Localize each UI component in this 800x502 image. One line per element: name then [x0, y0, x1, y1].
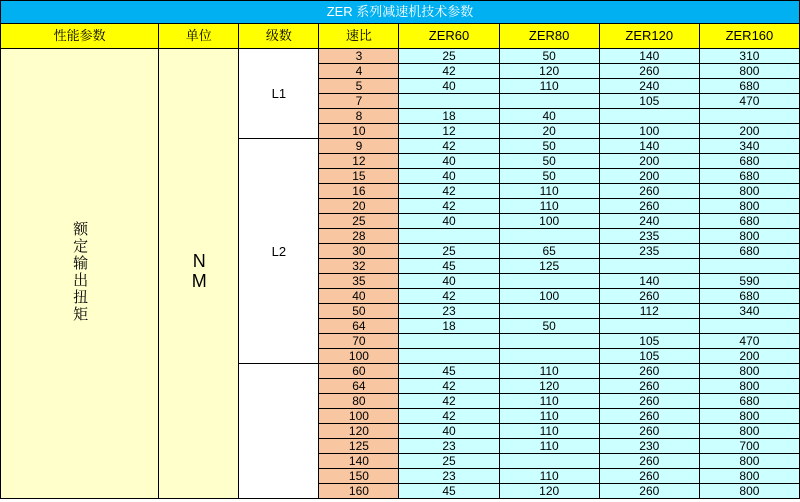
header-model-zer60: ZER60	[399, 24, 499, 49]
grade-cell: L1	[239, 49, 319, 139]
torque-cell-zer120: 260	[599, 409, 699, 424]
torque-cell-zer80: 125	[499, 259, 599, 274]
torque-cell-zer60: 42	[399, 64, 499, 79]
torque-cell-zer60: 42	[399, 199, 499, 214]
torque-cell-zer160: 590	[699, 274, 799, 289]
torque-cell-zer120: 140	[599, 49, 699, 64]
torque-cell-zer60: 25	[399, 454, 499, 469]
torque-cell-zer60: 40	[399, 169, 499, 184]
torque-cell-zer60: 23	[399, 439, 499, 454]
torque-cell-zer80: 120	[499, 64, 599, 79]
torque-cell-zer160: 680	[699, 394, 799, 409]
torque-cell-zer80: 120	[499, 379, 599, 394]
table-title: ZER 系列减速机技术参数	[1, 1, 800, 24]
torque-cell-zer160: 800	[699, 184, 799, 199]
ratio-cell: 60	[319, 364, 399, 379]
ratio-cell: 10	[319, 124, 399, 139]
torque-cell-zer80: 110	[499, 184, 599, 199]
ratio-cell: 100	[319, 349, 399, 364]
torque-cell-zer60: 42	[399, 394, 499, 409]
torque-cell-zer160: 800	[699, 229, 799, 244]
torque-cell-zer60: 18	[399, 319, 499, 334]
ratio-cell: 80	[319, 394, 399, 409]
torque-cell-zer60: 45	[399, 364, 499, 379]
torque-cell-zer120: 260	[599, 199, 699, 214]
ratio-cell: 9	[319, 139, 399, 154]
torque-cell-zer60	[399, 349, 499, 364]
torque-cell-zer80: 100	[499, 214, 599, 229]
ratio-cell: 120	[319, 424, 399, 439]
torque-cell-zer160: 800	[699, 364, 799, 379]
torque-cell-zer80: 50	[499, 49, 599, 64]
torque-cell-zer80: 110	[499, 439, 599, 454]
ratio-cell: 3	[319, 49, 399, 64]
header-unit: 单位	[159, 24, 239, 49]
table-row	[1, 49, 800, 64]
header-model-zer80: ZER80	[499, 24, 599, 49]
torque-cell-zer80	[499, 454, 599, 469]
torque-cell-zer160: 800	[699, 199, 799, 214]
torque-cell-zer120: 230	[599, 439, 699, 454]
torque-cell-zer120: 140	[599, 274, 699, 289]
ratio-cell: 64	[319, 319, 399, 334]
ratio-cell: 28	[319, 229, 399, 244]
torque-cell-zer80: 110	[499, 409, 599, 424]
torque-cell-zer80: 65	[499, 244, 599, 259]
torque-cell-zer120: 235	[599, 244, 699, 259]
torque-cell-zer60: 25	[399, 49, 499, 64]
torque-cell-zer120: 240	[599, 79, 699, 94]
header-ratio: 速比	[319, 24, 399, 49]
ratio-cell: 50	[319, 304, 399, 319]
torque-cell-zer160: 800	[699, 424, 799, 439]
torque-cell-zer160: 680	[699, 169, 799, 184]
torque-cell-zer120: 260	[599, 424, 699, 439]
torque-cell-zer60: 45	[399, 484, 499, 499]
torque-cell-zer80	[499, 229, 599, 244]
torque-cell-zer80: 120	[499, 484, 599, 499]
ratio-cell: 16	[319, 184, 399, 199]
torque-cell-zer160: 700	[699, 439, 799, 454]
torque-cell-zer80	[499, 334, 599, 349]
ratio-cell: 32	[319, 259, 399, 274]
torque-cell-zer60: 40	[399, 79, 499, 94]
performance-label: 额定输出扭矩	[71, 220, 89, 323]
torque-cell-zer60	[399, 94, 499, 109]
torque-cell-zer60: 42	[399, 184, 499, 199]
torque-cell-zer80: 110	[499, 424, 599, 439]
unit-value: NM	[189, 251, 210, 291]
torque-cell-zer80	[499, 94, 599, 109]
ratio-cell: 4	[319, 64, 399, 79]
torque-cell-zer120	[599, 109, 699, 124]
torque-cell-zer120: 260	[599, 484, 699, 499]
torque-cell-zer120: 105	[599, 334, 699, 349]
ratio-cell: 150	[319, 469, 399, 484]
torque-cell-zer80: 110	[499, 394, 599, 409]
torque-cell-zer120: 240	[599, 214, 699, 229]
torque-cell-zer120: 235	[599, 229, 699, 244]
torque-cell-zer60: 40	[399, 424, 499, 439]
torque-cell-zer60: 45	[399, 259, 499, 274]
torque-cell-zer120: 260	[599, 454, 699, 469]
torque-cell-zer160: 800	[699, 409, 799, 424]
torque-cell-zer160: 800	[699, 484, 799, 499]
torque-cell-zer120: 200	[599, 169, 699, 184]
ratio-cell: 140	[319, 454, 399, 469]
ratio-cell: 70	[319, 334, 399, 349]
torque-cell-zer60: 42	[399, 379, 499, 394]
header-grade: 级数	[239, 24, 319, 49]
torque-cell-zer80: 110	[499, 199, 599, 214]
torque-cell-zer80: 110	[499, 364, 599, 379]
torque-cell-zer160: 470	[699, 94, 799, 109]
torque-cell-zer160: 680	[699, 244, 799, 259]
table-title-row	[1, 1, 800, 24]
torque-cell-zer160: 680	[699, 154, 799, 169]
ratio-cell: 20	[319, 199, 399, 214]
torque-cell-zer60: 25	[399, 244, 499, 259]
torque-cell-zer80: 50	[499, 139, 599, 154]
torque-cell-zer80: 50	[499, 169, 599, 184]
ratio-cell: 8	[319, 109, 399, 124]
torque-cell-zer120: 260	[599, 64, 699, 79]
ratio-cell: 40	[319, 289, 399, 304]
torque-cell-zer160: 470	[699, 334, 799, 349]
torque-cell-zer160: 680	[699, 289, 799, 304]
ratio-cell: 125	[319, 439, 399, 454]
ratio-cell: 5	[319, 79, 399, 94]
torque-cell-zer160: 340	[699, 139, 799, 154]
torque-cell-zer160: 800	[699, 454, 799, 469]
torque-cell-zer60: 42	[399, 409, 499, 424]
header-model-zer120: ZER120	[599, 24, 699, 49]
torque-cell-zer80: 100	[499, 289, 599, 304]
torque-cell-zer160: 200	[699, 124, 799, 139]
torque-cell-zer60: 40	[399, 214, 499, 229]
torque-cell-zer60: 40	[399, 274, 499, 289]
torque-cell-zer60: 23	[399, 304, 499, 319]
performance-label-cell	[1, 49, 159, 499]
torque-cell-zer120: 260	[599, 379, 699, 394]
torque-cell-zer160	[699, 109, 799, 124]
ratio-cell: 7	[319, 94, 399, 109]
torque-cell-zer80: 50	[499, 154, 599, 169]
torque-cell-zer120: 105	[599, 94, 699, 109]
header-model-zer160: ZER160	[699, 24, 799, 49]
torque-cell-zer60: 42	[399, 139, 499, 154]
torque-cell-zer60: 12	[399, 124, 499, 139]
grade-cell: L2	[239, 139, 319, 364]
torque-cell-zer80	[499, 304, 599, 319]
torque-cell-zer80: 40	[499, 109, 599, 124]
torque-cell-zer160	[699, 319, 799, 334]
torque-cell-zer120: 260	[599, 394, 699, 409]
torque-cell-zer160: 200	[699, 349, 799, 364]
torque-cell-zer160: 800	[699, 64, 799, 79]
torque-cell-zer120	[599, 259, 699, 274]
torque-cell-zer120	[599, 319, 699, 334]
torque-cell-zer60	[399, 229, 499, 244]
ratio-cell: 160	[319, 484, 399, 499]
torque-cell-zer80	[499, 274, 599, 289]
ratio-cell: 15	[319, 169, 399, 184]
torque-cell-zer120: 105	[599, 349, 699, 364]
torque-cell-zer160: 800	[699, 469, 799, 484]
torque-cell-zer120: 100	[599, 124, 699, 139]
torque-cell-zer160: 310	[699, 49, 799, 64]
torque-cell-zer120: 200	[599, 154, 699, 169]
ratio-cell: 12	[319, 154, 399, 169]
torque-cell-zer160: 800	[699, 379, 799, 394]
grade-cell	[239, 364, 319, 499]
torque-cell-zer160: 340	[699, 304, 799, 319]
ratio-cell: 35	[319, 274, 399, 289]
torque-cell-zer60	[399, 334, 499, 349]
torque-cell-zer80	[499, 349, 599, 364]
header-performance: 性能参数	[1, 24, 159, 49]
torque-cell-zer120: 140	[599, 139, 699, 154]
torque-cell-zer120: 260	[599, 289, 699, 304]
table-header-row	[1, 24, 800, 49]
torque-cell-zer60: 18	[399, 109, 499, 124]
torque-cell-zer80: 20	[499, 124, 599, 139]
torque-cell-zer80: 110	[499, 469, 599, 484]
torque-cell-zer160: 680	[699, 214, 799, 229]
torque-cell-zer120: 260	[599, 364, 699, 379]
torque-cell-zer120: 260	[599, 469, 699, 484]
torque-cell-zer160: 680	[699, 79, 799, 94]
torque-cell-zer60: 40	[399, 154, 499, 169]
ratio-cell: 25	[319, 214, 399, 229]
torque-cell-zer120: 112	[599, 304, 699, 319]
ratio-cell: 64	[319, 379, 399, 394]
ratio-cell: 30	[319, 244, 399, 259]
torque-cell-zer60: 23	[399, 469, 499, 484]
torque-cell-zer80: 110	[499, 79, 599, 94]
torque-cell-zer60: 42	[399, 289, 499, 304]
torque-cell-zer80: 50	[499, 319, 599, 334]
torque-cell-zer120: 260	[599, 184, 699, 199]
unit-value-cell	[159, 49, 239, 499]
ratio-cell: 100	[319, 409, 399, 424]
torque-cell-zer160	[699, 259, 799, 274]
